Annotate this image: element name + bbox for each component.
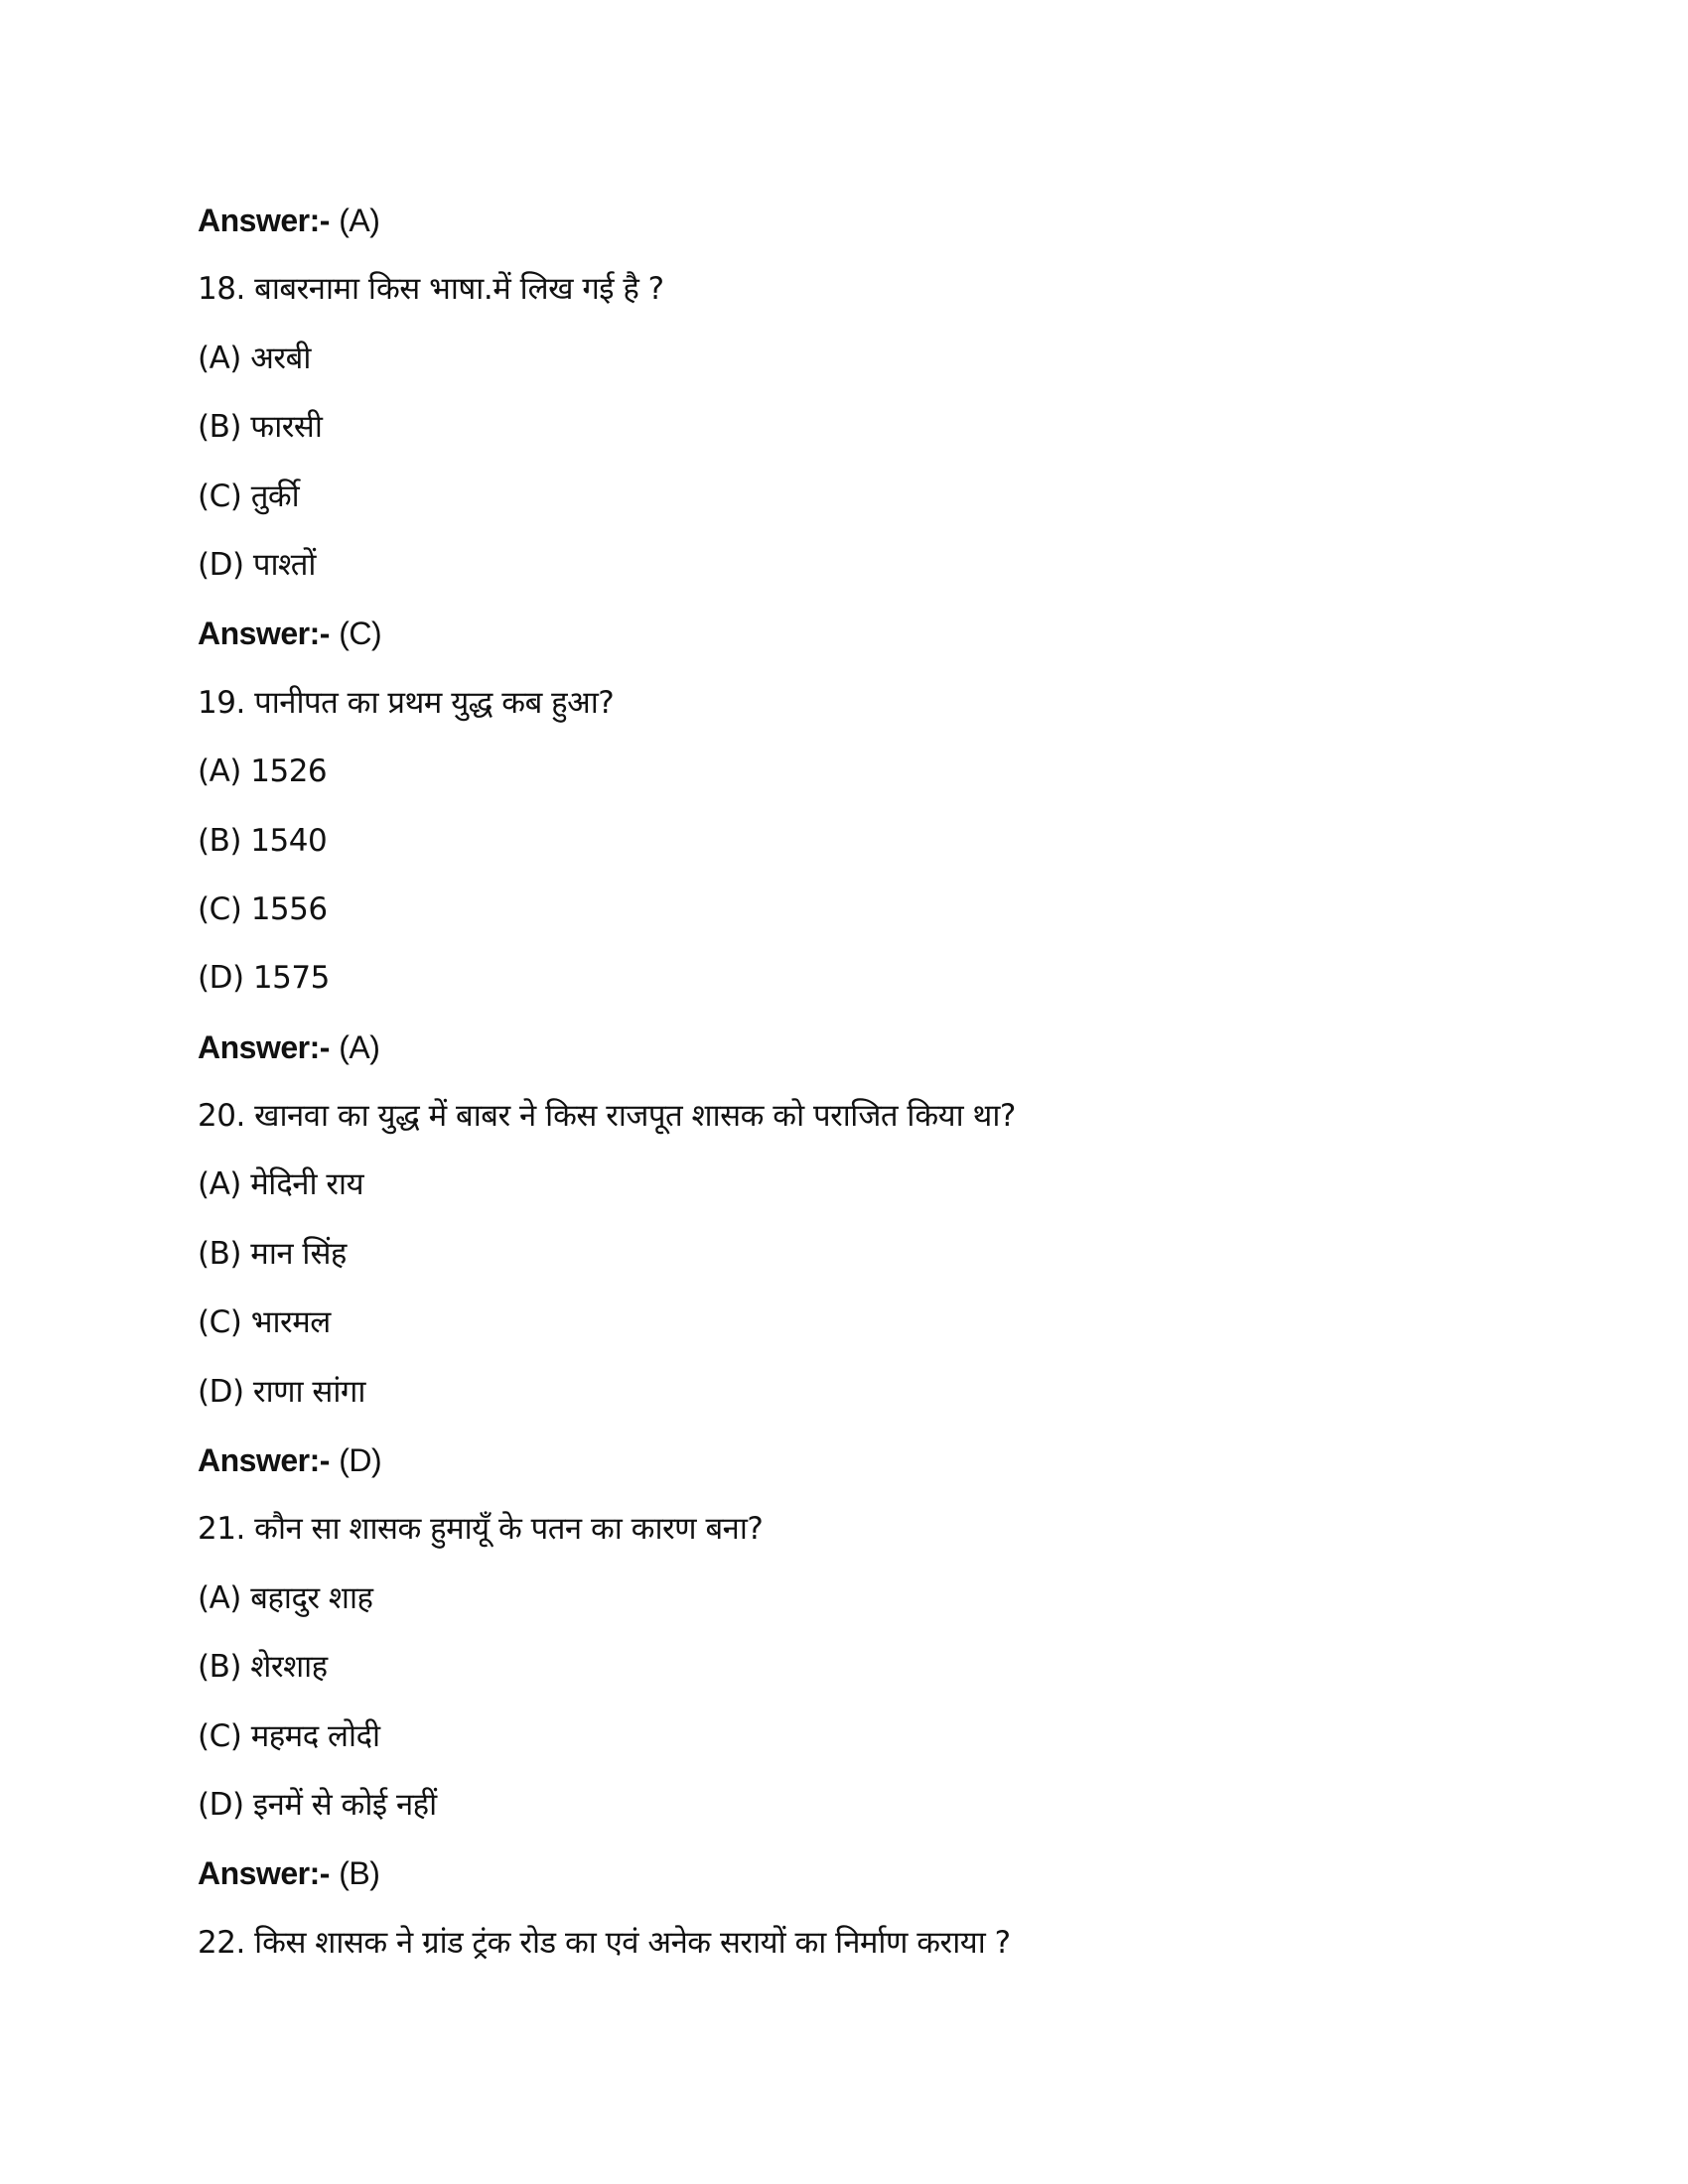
option: (D) राणा सांगा xyxy=(198,1373,365,1410)
option: (B) 1540 xyxy=(198,822,328,859)
question-text: 22. किस शासक ने ग्रांड ट्रंक रोड का एवं अनेक सरायों का निर्माण कराया ? xyxy=(198,1924,1011,1961)
answer-value: (C) xyxy=(339,615,382,652)
answer-line xyxy=(198,197,1016,265)
document-page xyxy=(198,197,1016,1987)
answer-label: Answer:- xyxy=(198,615,330,652)
answer-label: Answer:- xyxy=(198,203,330,238)
answer-value: (A) xyxy=(339,1028,380,1065)
answer-line xyxy=(198,610,1016,678)
option: (A) मेदिनी राय xyxy=(198,1166,364,1203)
answer-line xyxy=(198,1024,1016,1092)
answer-label: Answer:- xyxy=(198,1028,330,1065)
option: (A) बहादुर शाह xyxy=(198,1579,373,1616)
answer-label: Answer:- xyxy=(198,1855,330,1892)
option: (C) भारमल xyxy=(198,1304,331,1341)
answer-value: (B) xyxy=(339,1855,380,1892)
answer-label: Answer:- xyxy=(198,1442,330,1479)
answer-value: (A) xyxy=(339,203,380,238)
option: (C) तुर्की xyxy=(198,478,300,514)
question-text: 20. खानवा का युद्ध में बाबर ने किस राजपूत शासक को पराजित किया था? xyxy=(198,1098,1016,1135)
answer-line xyxy=(198,1436,1016,1505)
option: (D) इनमें से कोई नहीं xyxy=(198,1786,437,1823)
answer-line xyxy=(198,1849,1016,1918)
option: (B) फारसी xyxy=(198,409,323,446)
option: (C) महमद लोदी xyxy=(198,1717,380,1754)
question-text: 19. पानीपत का प्रथम युद्ध कब हुआ? xyxy=(198,684,615,721)
option: (B) मान सिंह xyxy=(198,1235,347,1272)
option: (A) अरबी xyxy=(198,340,311,376)
option: (D) पाश्तों xyxy=(198,546,316,583)
option: (D) 1575 xyxy=(198,960,330,997)
question-text: 18. बाबरनामा किस भाषा.में लिख गई है ? xyxy=(198,271,664,308)
option: (B) शेरशाह xyxy=(198,1649,328,1686)
question-text: 21. कौन सा शासक हुमायूँ के पतन का कारण बना? xyxy=(198,1511,764,1548)
option: (A) 1526 xyxy=(198,753,328,790)
option: (C) 1556 xyxy=(198,890,328,927)
answer-value: (D) xyxy=(339,1442,382,1479)
